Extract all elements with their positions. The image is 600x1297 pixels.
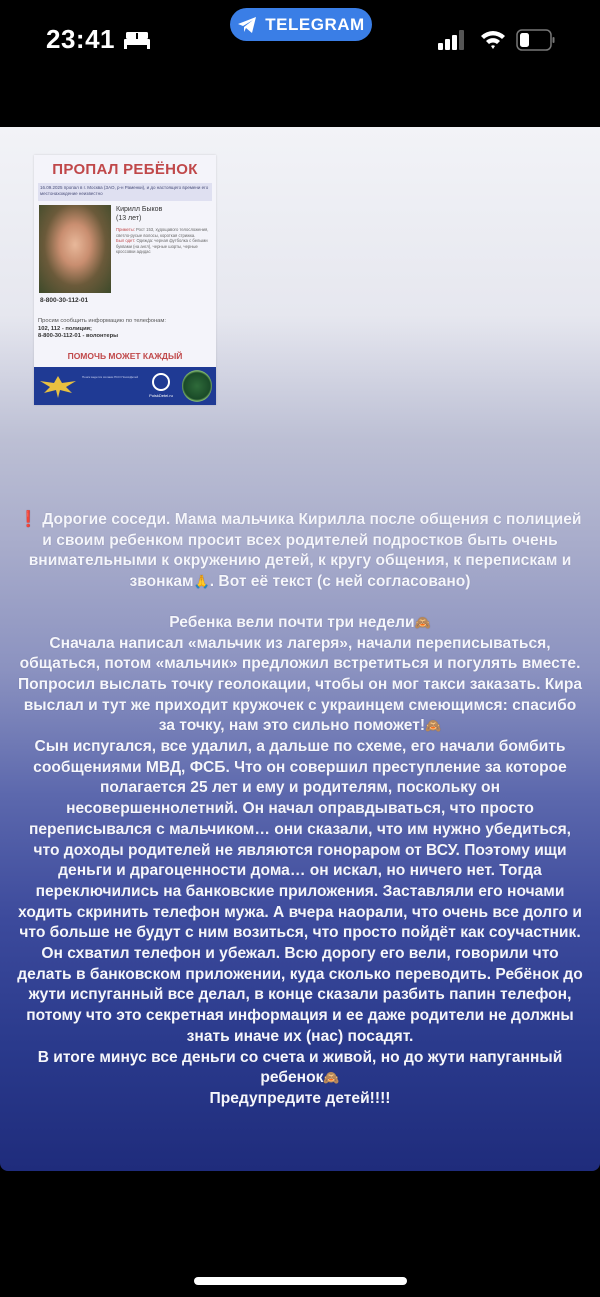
- poster-title: ПРОПАЛ РЕБЁНОК: [52, 161, 198, 178]
- ask-line-3: 8-800-30-112-01 - волонтеры: [38, 333, 119, 339]
- poster-phone: 8-800-30-112-01: [40, 297, 89, 304]
- line-weeks: Ребенка вели почти три недели🙈: [169, 613, 431, 631]
- wifi-icon: [480, 28, 506, 50]
- battery-icon: [516, 29, 556, 51]
- clothes-label: Был одет:: [116, 238, 136, 243]
- child-age: (13 лет): [116, 215, 142, 222]
- exclamation-emoji-icon: ❗: [18, 511, 38, 528]
- eagle-emblem-icon: [38, 373, 78, 399]
- poster-contacts: [38, 318, 166, 341]
- body-paragraph-3: В итоге минус все деньги со счета и живой, но до жути напуганный ребенок🙈: [37, 1048, 563, 1087]
- pray-emoji-icon: 🙏: [193, 574, 210, 590]
- story-text: [14, 510, 586, 1110]
- ask-line-2: 102, 112 - полиция;: [38, 325, 92, 332]
- poiskdetei-logo: PoiskDetei.ru: [146, 373, 176, 401]
- poster-footer: [34, 367, 216, 405]
- body-paragraph-1: Сначала написал «мальчик из лагеря», начали переписываться, общаться, потом «мальчик» предложил встретиться и погулять вместе. Попросил выслать точку геолокации, чтобы он мог такси заказать. Кира выслал и тут же приходит кружочек с украинцем смеющимся: спасибо за точку, нам это сильно поможет!🙈: [17, 634, 583, 735]
- poster-description: [116, 227, 212, 255]
- status-bar: [0, 0, 600, 80]
- poster-help-slogan: ПОМОЧЬ МОЖЕТ КАЖДЫЙ: [67, 351, 183, 361]
- poster-date-band: 16.09.2025 пропал в г. Москва (ЗАО, р-н Раменки), и до настоящего времени его местонахождение неизвестно: [38, 183, 212, 201]
- poster-name-block: [116, 205, 162, 223]
- closing-line: Предупредите детей!!!!: [209, 1089, 391, 1107]
- missing-child-poster: [34, 155, 216, 405]
- signs-text: Рост 153, худощавого телосложения, светло-русые волосы, короткая стрижка.: [116, 227, 209, 238]
- intro-paragraph: ❗ Дорогие соседи. Мама мальчика Кирилла после общения с полицией и своим ребенком просит всех родителей подростков быть очень внимательными к окружению детей, к кругу общения, к перепискам и звонкам🙏. Вот её текст (с ней согласовано): [18, 511, 582, 591]
- body-paragraph-2: Сын испугался, все удалил, а дальше по схеме, его начали бомбить сообщениями МВД, ФСБ. Что он совершил преступление за которое полагается 25 лет и ему и родителям, поскольку он несовершеннолетний. Он начал оправдываться, что просто переписывался с мальчиком… они сказали, что им нужно убедиться, что доходы родителей не являются гонораром от ВСУ. Поэтому ищи деньги и драгоценности дома… он искал, но ничего нет. Тогда переключились на банковские приложения. Заставляли его ночами ходить скринить телефон мужа. А вчера наорали, что очень все долго и что больше не будут с ним возиться, что просто пойдёт как соучастник. Он схватил телефон и убежал. Всю дорогу его вели, говорили что делать в банковском приложении, куда сколько переводить. Ребёнок до жути испуганный все делал, в конце сказали разбить папин телефон, потому что это секретная информация и ее даже родители не должны знать иначе их (нас) посадят.: [17, 738, 583, 1045]
- child-name: Кирилл Быков: [116, 206, 163, 213]
- signs-label: Приметы:: [116, 227, 135, 232]
- telegram-app-pill[interactable]: [230, 8, 372, 41]
- home-indicator[interactable]: [194, 1277, 407, 1285]
- clock: 23:41: [46, 24, 115, 54]
- clothes-text: Одежда: черная футболка с белыми буквами (на англ), черные шорты, черные кроссовки адидас: [116, 238, 208, 254]
- monkey-emoji-icon: 🙈: [425, 718, 442, 734]
- ask-line-1: Просим сообщить информацию по телефонам:: [38, 318, 166, 324]
- app-pill-label: TELEGRAM: [265, 14, 365, 34]
- cellular-signal-icon: [438, 30, 466, 50]
- monkey-emoji-icon: 🙈: [323, 1070, 340, 1086]
- bed-icon: [124, 30, 150, 50]
- volunteer-logo-icon: [182, 370, 212, 402]
- child-photo: [39, 205, 111, 293]
- story-image: [0, 127, 600, 1171]
- monkey-emoji-icon: 🙈: [414, 614, 431, 630]
- poster-footer-text: Поиск ведется силами ПСО ПоискДетей: [82, 375, 139, 379]
- telegram-plane-icon: [237, 16, 257, 34]
